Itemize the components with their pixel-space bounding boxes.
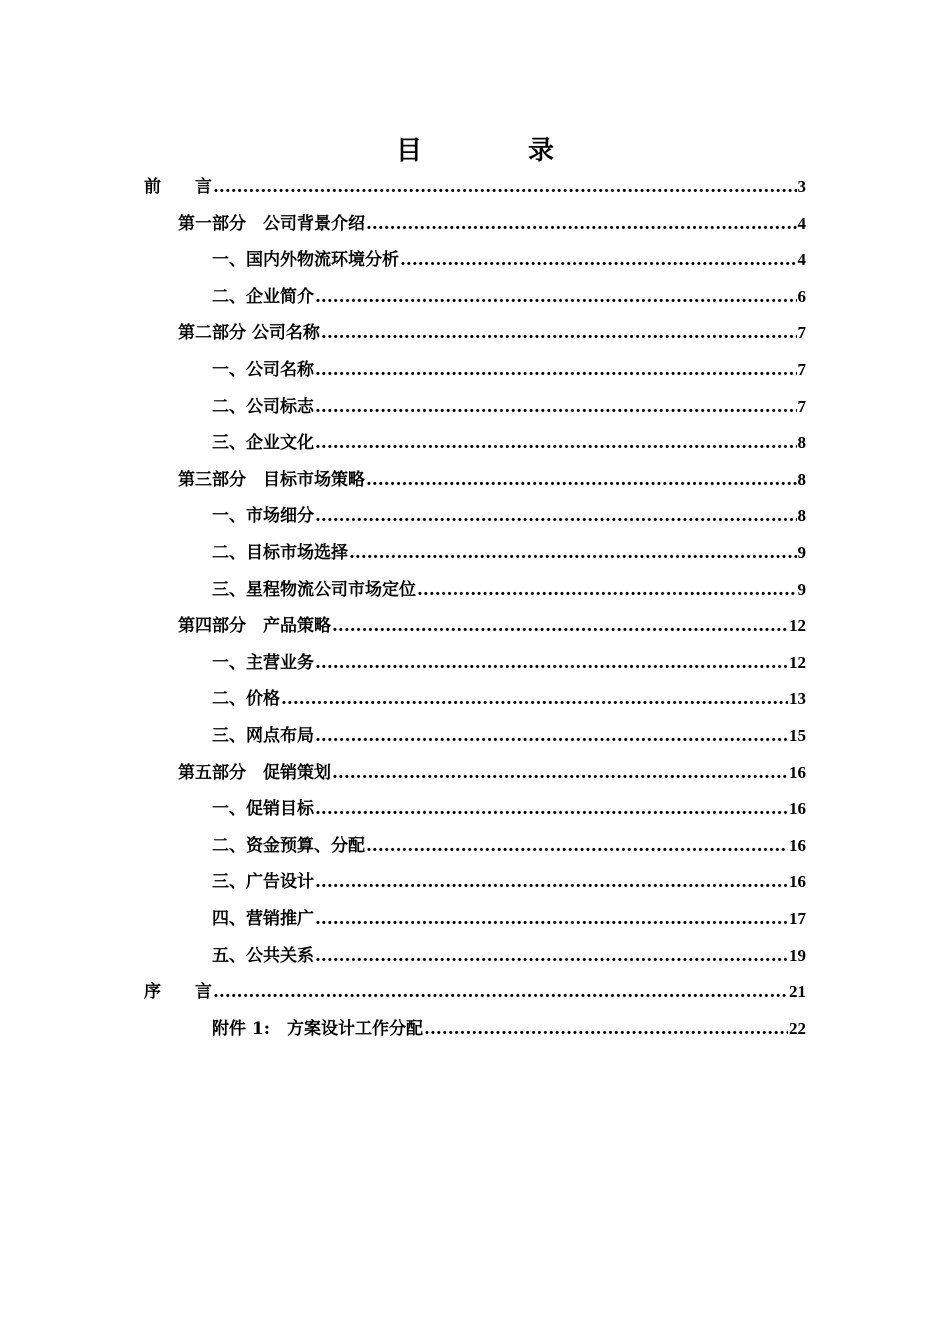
toc-dot-leader — [213, 975, 788, 1009]
toc-entry-label: 三、星程物流公司市场定位 — [212, 579, 416, 600]
toc-entry[interactable] — [144, 170, 806, 204]
toc-dot-leader — [315, 353, 797, 387]
toc-entry[interactable] — [212, 280, 806, 314]
toc-entry[interactable] — [178, 756, 806, 790]
toc-dot-leader — [315, 499, 797, 533]
toc-entry[interactable] — [212, 829, 806, 863]
toc-dot-leader — [424, 1012, 788, 1046]
toc-entry[interactable] — [212, 792, 806, 826]
toc-page-number: 16 — [789, 799, 806, 819]
toc-page-number: 4 — [797, 250, 806, 270]
toc-page-number: 15 — [789, 726, 806, 745]
toc-entry-label: 三、广告设计 — [212, 872, 314, 893]
toc-page-number: 12 — [789, 616, 806, 636]
toc-dot-leader — [315, 792, 788, 826]
toc-entry-label: 二、企业简介 — [212, 286, 314, 307]
toc-entry[interactable] — [178, 609, 806, 643]
toc-entry-label: 三、网点布局 — [212, 726, 314, 746]
toc-dot-leader — [349, 536, 797, 570]
toc-dot-leader — [417, 573, 797, 607]
toc-entry[interactable] — [144, 975, 806, 1009]
toc-dot-leader — [315, 902, 788, 936]
toc-entry-label: 第二部分 公司名称 — [178, 323, 320, 344]
toc-dot-leader — [332, 609, 788, 643]
toc-page-number: 7 — [797, 323, 806, 343]
toc-entry-label: 一、公司名称 — [212, 360, 314, 380]
toc-dot-leader — [315, 719, 788, 753]
toc-entry-label: 四、营销推广 — [212, 909, 314, 929]
toc-dot-leader — [315, 280, 797, 314]
toc-page-number: 8 — [797, 506, 806, 526]
toc-page-number: 9 — [797, 543, 806, 562]
toc-page-number: 17 — [789, 909, 806, 928]
toc-entry-label: 二、价格 — [212, 689, 280, 710]
toc-entry[interactable] — [212, 719, 806, 753]
toc-entry[interactable] — [178, 316, 806, 350]
toc-dot-leader — [315, 646, 788, 680]
toc-entry-label: 第三部分 目标市场策略 — [178, 469, 365, 490]
toc-page-number: 16 — [789, 762, 806, 782]
toc-entry[interactable] — [212, 353, 806, 387]
toc-entry-label: 附件 1: 方案设计工作分配 — [212, 1018, 424, 1039]
toc-entry-label: 二、公司标志 — [212, 396, 314, 417]
toc-dot-leader — [315, 426, 797, 460]
toc-title: 目 录 — [395, 136, 594, 166]
toc-entry[interactable] — [212, 573, 806, 607]
toc-dot-leader — [213, 170, 797, 204]
toc-entry[interactable] — [212, 426, 806, 460]
toc-entry[interactable] — [178, 463, 806, 497]
toc-page-number: 16 — [789, 835, 806, 855]
toc-entry[interactable] — [212, 243, 806, 277]
toc-dot-leader — [321, 316, 797, 350]
toc-page-number: 13 — [789, 689, 806, 709]
toc-entry[interactable] — [212, 499, 806, 533]
toc-entry[interactable] — [212, 536, 806, 570]
toc-entry-label: 二、资金预算、分配 — [212, 835, 365, 856]
toc-dot-leader — [315, 939, 788, 973]
toc-entry-label: 第五部分 促销策划 — [178, 762, 331, 783]
toc-entry[interactable] — [212, 682, 806, 716]
toc-entry-label: 一、促销目标 — [212, 799, 314, 820]
toc-entry[interactable] — [178, 207, 806, 241]
toc-page-number: 9 — [797, 579, 806, 599]
toc-page-number: 8 — [797, 433, 806, 453]
toc-entry-label: 一、主营业务 — [212, 652, 314, 673]
toc-page-number: 8 — [797, 469, 806, 489]
toc-entry[interactable] — [212, 865, 806, 899]
toc-page-number: 7 — [797, 396, 806, 416]
toc-dot-leader — [315, 865, 788, 899]
toc-entry-label: 第一部分 公司背景介绍 — [178, 213, 365, 234]
toc-entry-label: 五、公共关系 — [212, 945, 314, 966]
toc-page-number: 4 — [797, 213, 806, 233]
toc-page-number: 16 — [789, 872, 806, 892]
toc-page-number: 6 — [797, 286, 806, 306]
toc-entry[interactable] — [212, 902, 806, 936]
toc-entry-label: 一、国内外物流环境分析 — [212, 250, 399, 271]
toc-entry-label: 一、市场细分 — [212, 506, 314, 527]
toc-dot-leader — [281, 682, 788, 716]
toc-dot-leader — [315, 390, 797, 424]
toc-dot-leader — [400, 243, 797, 277]
toc-entry-label: 前 言 — [144, 177, 212, 197]
toc-page-number: 22 — [789, 1018, 806, 1038]
toc-entry[interactable] — [212, 939, 806, 973]
toc-entry-label: 序 言 — [144, 982, 212, 1003]
toc-page-number: 21 — [789, 982, 806, 1002]
toc-entry-label: 第四部分 产品策略 — [178, 616, 331, 637]
toc-dot-leader — [366, 829, 788, 863]
toc-dot-leader — [332, 756, 788, 790]
toc-dot-leader — [366, 207, 797, 241]
toc-entry[interactable] — [212, 646, 806, 680]
toc-page-number: 3 — [797, 177, 806, 196]
toc-entry[interactable] — [212, 1012, 806, 1046]
toc-dot-leader — [366, 463, 797, 497]
toc-entry-label: 三、企业文化 — [212, 433, 314, 454]
toc-entry[interactable] — [212, 390, 806, 424]
toc-page-number: 19 — [789, 945, 806, 965]
toc-page-number: 7 — [797, 360, 806, 379]
toc-page-number: 12 — [789, 652, 806, 672]
toc-entry-label: 二、目标市场选择 — [212, 543, 348, 563]
